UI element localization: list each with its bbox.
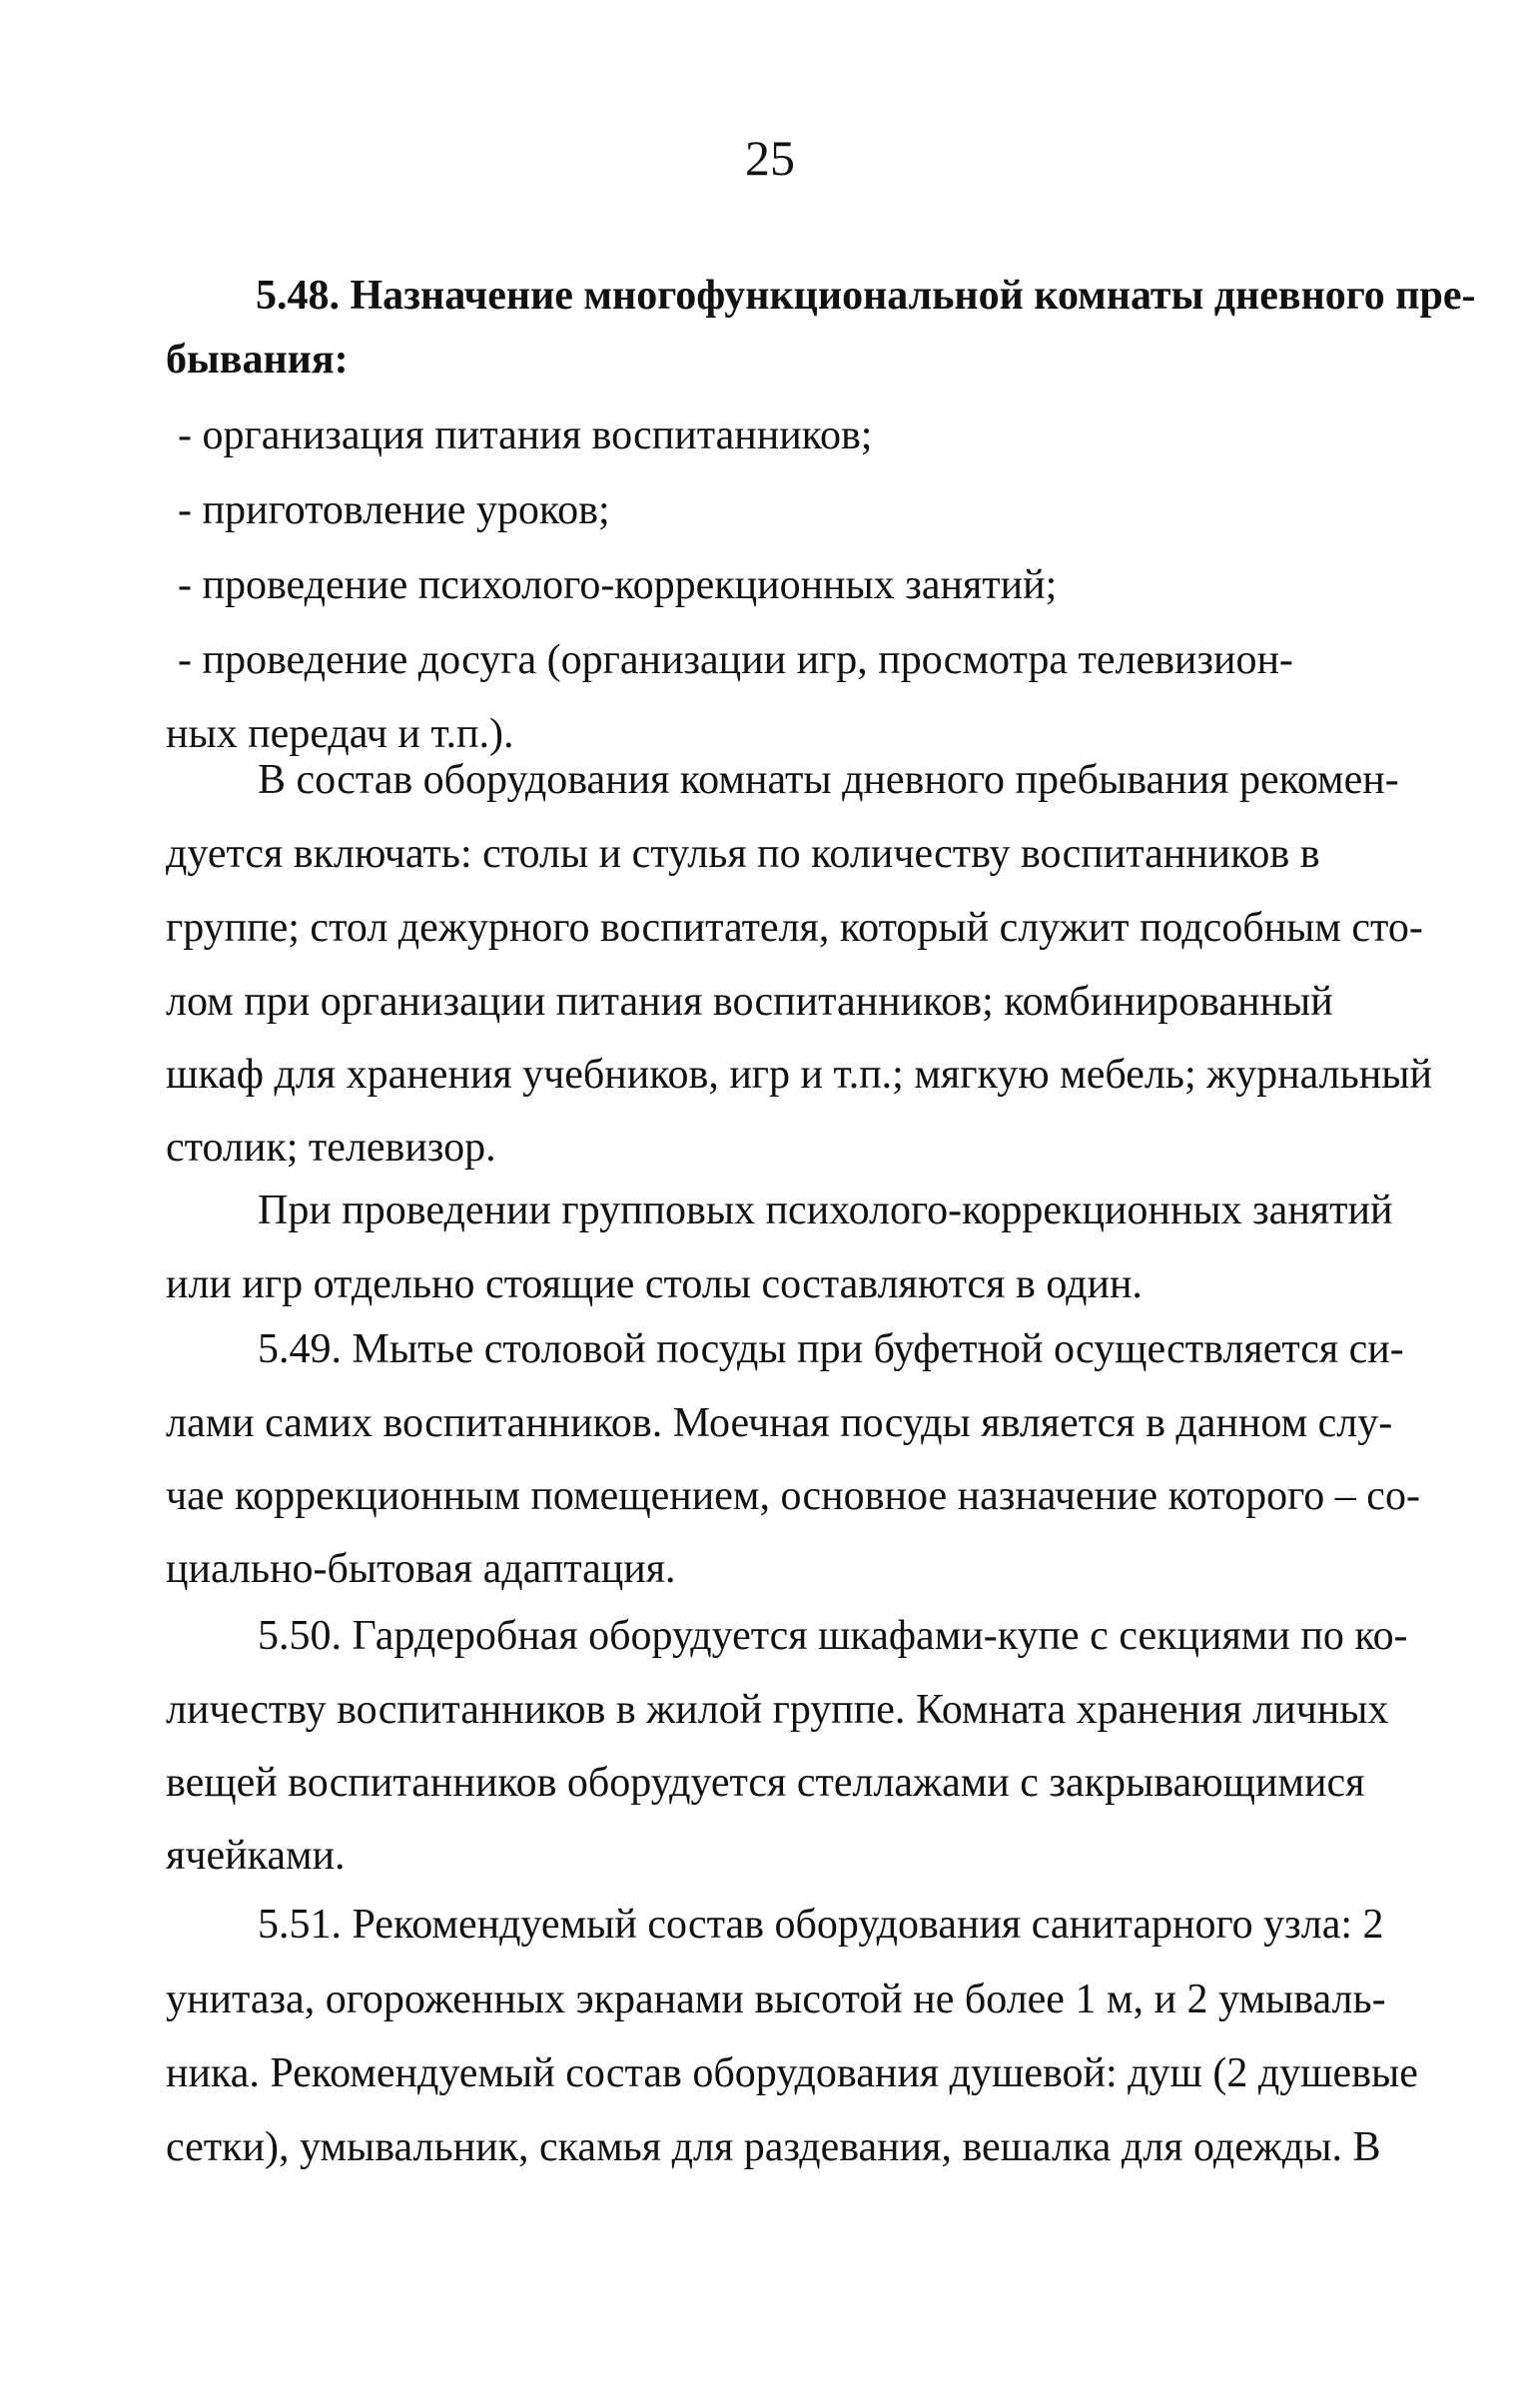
section-5-51-line: 5.51. Рекомендуемый состав оборудования санитарного узла: 2 [258, 1902, 1384, 1948]
paragraph-line: сетки), умывальник, скамья для раздевания, вешалка для одежды. В [166, 2124, 1381, 2170]
list-item: - организация питания воспитанников; [178, 412, 873, 458]
paragraph-line: При проведении групповых психолого-коррекционных занятий [258, 1188, 1393, 1233]
paragraph-line: лом при организации питания воспитанников; комбинированный [166, 979, 1333, 1025]
paragraph-line: чае коррекционным помещением, основное назначение которого – со- [166, 1473, 1420, 1519]
page-number: 25 [745, 130, 795, 186]
paragraph-line: вещей воспитанников оборудуется стеллажами с закрывающимися [166, 1760, 1365, 1806]
section-5-50-line: 5.50. Гардеробная оборудуется шкафами-купе с секциями по ко- [258, 1613, 1408, 1659]
section-5-49-line: 5.49. Мытье столовой посуды при буфетной осуществляется си- [258, 1326, 1404, 1372]
list-item: - приготовление уроков; [178, 487, 610, 533]
paragraph-line: ника. Рекомендуемый состав оборудования душевой: душ (2 душевые [166, 2050, 1418, 2096]
paragraph-line: шкаф для хранения учебников, игр и т.п.; мягкую мебель; журнальный [166, 1052, 1432, 1098]
paragraph-line: столик; телевизор. [166, 1125, 496, 1171]
paragraph-line: циально-бытовая адаптация. [166, 1546, 676, 1592]
list-item: - проведение психолого-коррекционных занятий; [178, 562, 1058, 608]
list-item: - проведение досуга (организации игр, просмотра телевизион- [178, 637, 1293, 683]
paragraph-line: группе; стол дежурного воспитателя, который служит подсобным сто- [166, 905, 1423, 951]
section-5-48-heading-cont: бывания: [166, 337, 349, 383]
paragraph-line: или игр отдельно стоящие столы составляются в один. [166, 1261, 1143, 1307]
list-item-cont: ных передач и т.п.). [166, 711, 514, 757]
paragraph-line: личеству воспитанников в жилой группе. Комната хранения личных [166, 1687, 1389, 1733]
paragraph-line: дуется включать: столы и стулья по количеству воспитанников в [166, 831, 1320, 877]
paragraph-line: лами самих воспитанников. Моечная посуды является в данном слу- [166, 1400, 1393, 1446]
paragraph-line: ячейками. [166, 1833, 346, 1879]
paragraph-line: В состав оборудования комнаты дневного пребывания рекомен- [258, 757, 1399, 803]
section-5-48-heading: 5.48. Назначение многофункциональной комнаты дневного пре- [256, 273, 1476, 319]
paragraph-line: унитаза, огороженных экранами высотой не более 1 м, и 2 умываль- [166, 1977, 1386, 2022]
